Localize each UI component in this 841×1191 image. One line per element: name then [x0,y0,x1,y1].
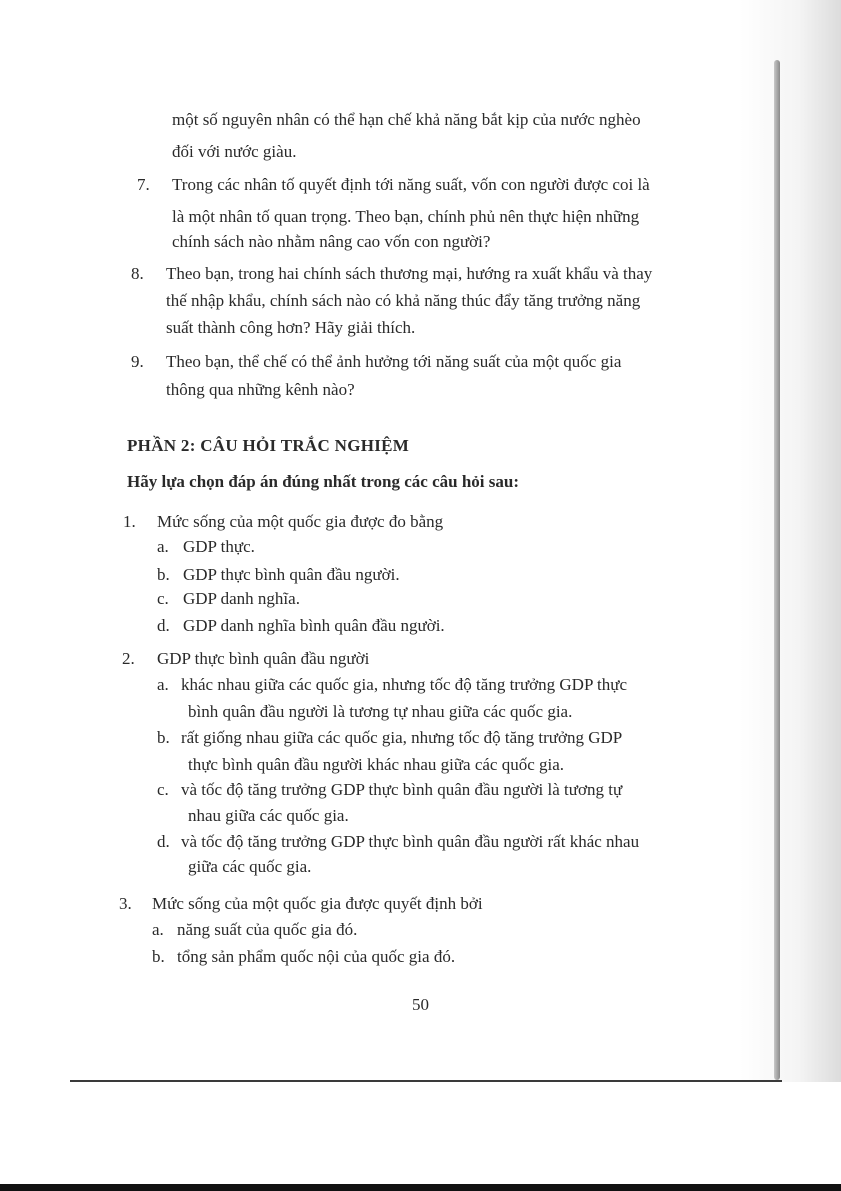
question-line: là một nhân tố quan trọng. Theo bạn, chính phủ nên thực hiện những [172,207,640,226]
option-text: thực bình quân đầu người khác nhau giữa các quốc gia. [188,755,565,774]
option-letter: a. [157,675,169,694]
question-line: thế nhập khẩu, chính sách nào có khả năng thúc đẩy tăng trưởng năng [166,291,641,310]
question-number: 9. [131,352,144,371]
question-line: Theo bạn, thể chế có thể ảnh hưởng tới năng suất của một quốc gia [166,352,622,371]
option-letter: d. [157,832,170,851]
mcq-number: 2. [122,649,135,668]
option-letter: b. [152,947,165,966]
question-line: suất thành công hơn? Hãy giải thích. [166,318,416,337]
mcq-stem: Mức sống của một quốc gia được đo bằng [157,512,444,531]
option-letter: d. [157,616,170,635]
intro-line: đối với nước giàu. [172,142,297,161]
page-bottom-edge [70,1080,782,1082]
page-number: 50 [412,995,429,1014]
scan-border [0,1184,841,1191]
option-text: GDP danh nghĩa. [183,589,300,608]
mcq-stem: GDP thực bình quân đầu người [157,649,370,668]
question-line: Trong các nhân tố quyết định tới năng suất, vốn con người được coi là [172,175,650,194]
option-text: nhau giữa các quốc gia. [188,806,349,825]
option-text: khác nhau giữa các quốc gia, nhưng tốc độ tăng trưởng GDP thực [181,675,628,694]
option-text: giữa các quốc gia. [188,857,312,876]
option-text: GDP thực bình quân đầu người. [183,565,400,584]
section-instruction: Hãy lựa chọn đáp án đúng nhất trong các câu hỏi sau: [127,472,520,491]
option-text: năng suất của quốc gia đó. [177,920,358,939]
intro-line: một số nguyên nhân có thể hạn chế khả năng bắt kịp của nước nghèo [172,110,641,129]
question-number: 8. [131,264,144,283]
page-edge-shadow [774,60,780,1080]
question-line: thông qua những kênh nào? [166,380,355,399]
option-letter: b. [157,565,170,584]
option-letter: a. [157,537,169,556]
mcq-number: 3. [119,894,132,913]
option-text: tổng sản phẩm quốc nội của quốc gia đó. [177,947,456,966]
option-text: GDP thực. [183,537,255,556]
option-text: và tốc độ tăng trưởng GDP thực bình quân đầu người rất khác nhau [181,832,640,851]
option-letter: a. [152,920,164,939]
question-number: 7. [137,175,150,194]
option-text: bình quân đầu người là tương tự nhau giữa các quốc gia. [188,702,573,721]
section-title: PHẦN 2: CÂU HỎI TRẮC NGHIỆM [127,436,410,455]
question-line: chính sách nào nhằm nâng cao vốn con người? [172,232,491,251]
question-line: Theo bạn, trong hai chính sách thương mại, hướng ra xuất khẩu và thay [166,264,653,283]
option-letter: c. [157,780,169,799]
option-text: và tốc độ tăng trưởng GDP thực bình quân đầu người là tương tự [181,780,623,799]
option-letter: c. [157,589,169,608]
mcq-number: 1. [123,512,136,531]
option-text: GDP danh nghĩa bình quân đầu người. [183,616,445,635]
option-letter: b. [157,728,170,747]
option-text: rất giống nhau giữa các quốc gia, nhưng tốc độ tăng trưởng GDP [181,728,623,747]
mcq-stem: Mức sống của một quốc gia được quyết định bởi [152,894,483,913]
